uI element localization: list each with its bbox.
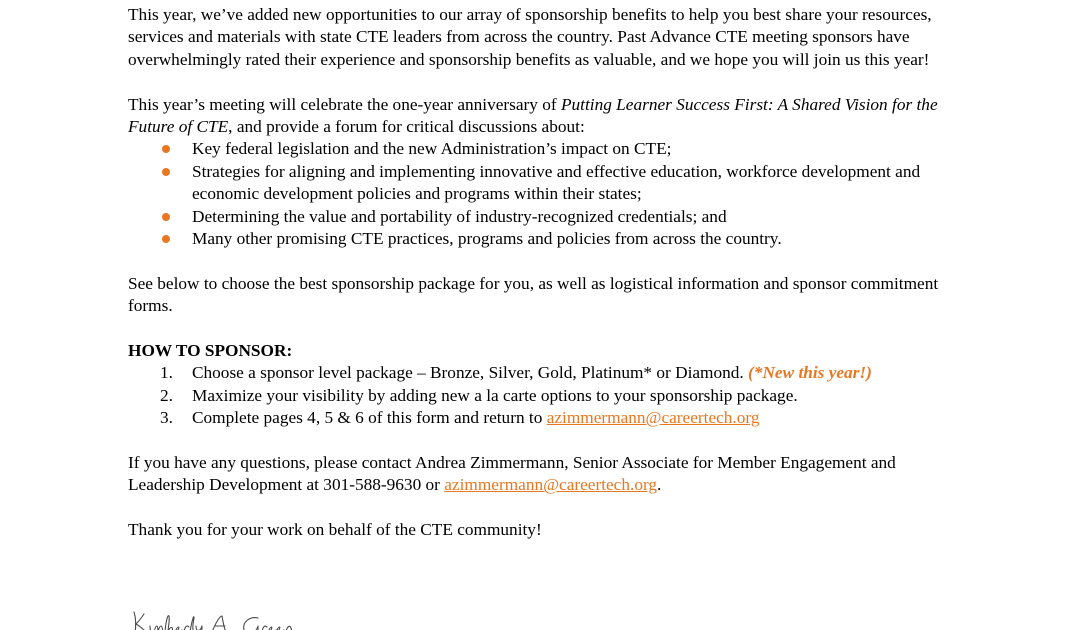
step-item [128,407,968,429]
intro-paragraph: This year, we’ve added new opportunities to our array of sponsorship benefits to help you best share your resources, services and materials with state CTE leaders from across the country. Past Advance CTE meeting sponsors have overwhelmingly rated their experience and sponsorship benefits as valuable, and we hope you will join us this year! [128,5,932,69]
bullet-dot-icon [162,168,170,176]
spacer [128,497,968,519]
list-item [128,228,968,250]
celebration-lead: This year’s meeting will celebrate the one-year anniversary of [128,94,561,114]
spacer [128,430,968,452]
questions-lead: If you have any questions, please contact Andrea Zimmermann, Senior Associate for Member Engagement and Leadership Development at 301-588-9630 or [128,453,896,495]
signature-strokes [134,612,292,630]
list-item [128,161,968,206]
step-text: Maximize your visibility by adding new a la carte options to your sponsorship package. [192,385,798,405]
signature-image [130,608,330,630]
questions-paragraph [128,452,968,497]
list-item [128,206,968,228]
step-text: Choose a sponsor level package – Bronze, Silver, Gold, Platinum* or Diamond. [192,363,749,383]
thanks-line: Thank you for your work on behalf of the CTE community! [128,520,542,540]
return-email-link[interactable]: azimmermann@careertech.org [546,408,760,428]
how-to-heading [128,340,968,362]
step-text: Complete pages 4, 5 & 6 of this form and return to [192,408,547,428]
celebration-paragraph [128,94,968,139]
step-number: 3. [160,408,173,428]
contact-email-link[interactable]: azimmermann@careertech.org [444,475,658,495]
step-item [128,385,968,407]
list-item-text: Many other promising CTE practices, programs and policies from across the country. [192,229,782,249]
list-item-text: Key federal legislation and the new Administration’s impact on CTE; [192,139,672,159]
discussion-list [128,138,968,250]
questions-tail: . [657,475,662,495]
new-this-year-note: (*New this year!) [748,363,872,383]
sponsor-steps [128,362,968,429]
celebration-tail: , and provide a forum for critical discussions about: [228,117,585,137]
list-item-text: Strategies for aligning and implementing innovative and effective education, workforce development and economic development policies and programs within their states; [192,161,921,204]
list-item-text: Determining the value and portability of industry-recognized credentials; and [192,206,727,226]
spacer [128,250,968,272]
bullet-dot-icon [162,145,170,153]
letter-body [128,4,968,542]
step-number: 1. [160,363,173,383]
bullet-dot-icon [162,235,170,243]
how-to-heading-text: HOW TO SPONSOR: [128,341,293,361]
bullet-dot-icon [162,213,170,221]
spacer [128,71,968,93]
step-number: 2. [160,385,173,405]
report-title: Putting Learner Success First: A Shared Vision for the Future of CTE [128,94,938,137]
list-item [128,138,968,160]
see-below-paragraph: See below to choose the best sponsorship package for you, as well as logistical information and sponsor commitment forms. [128,273,939,316]
step-item [128,362,968,384]
spacer [128,318,968,340]
